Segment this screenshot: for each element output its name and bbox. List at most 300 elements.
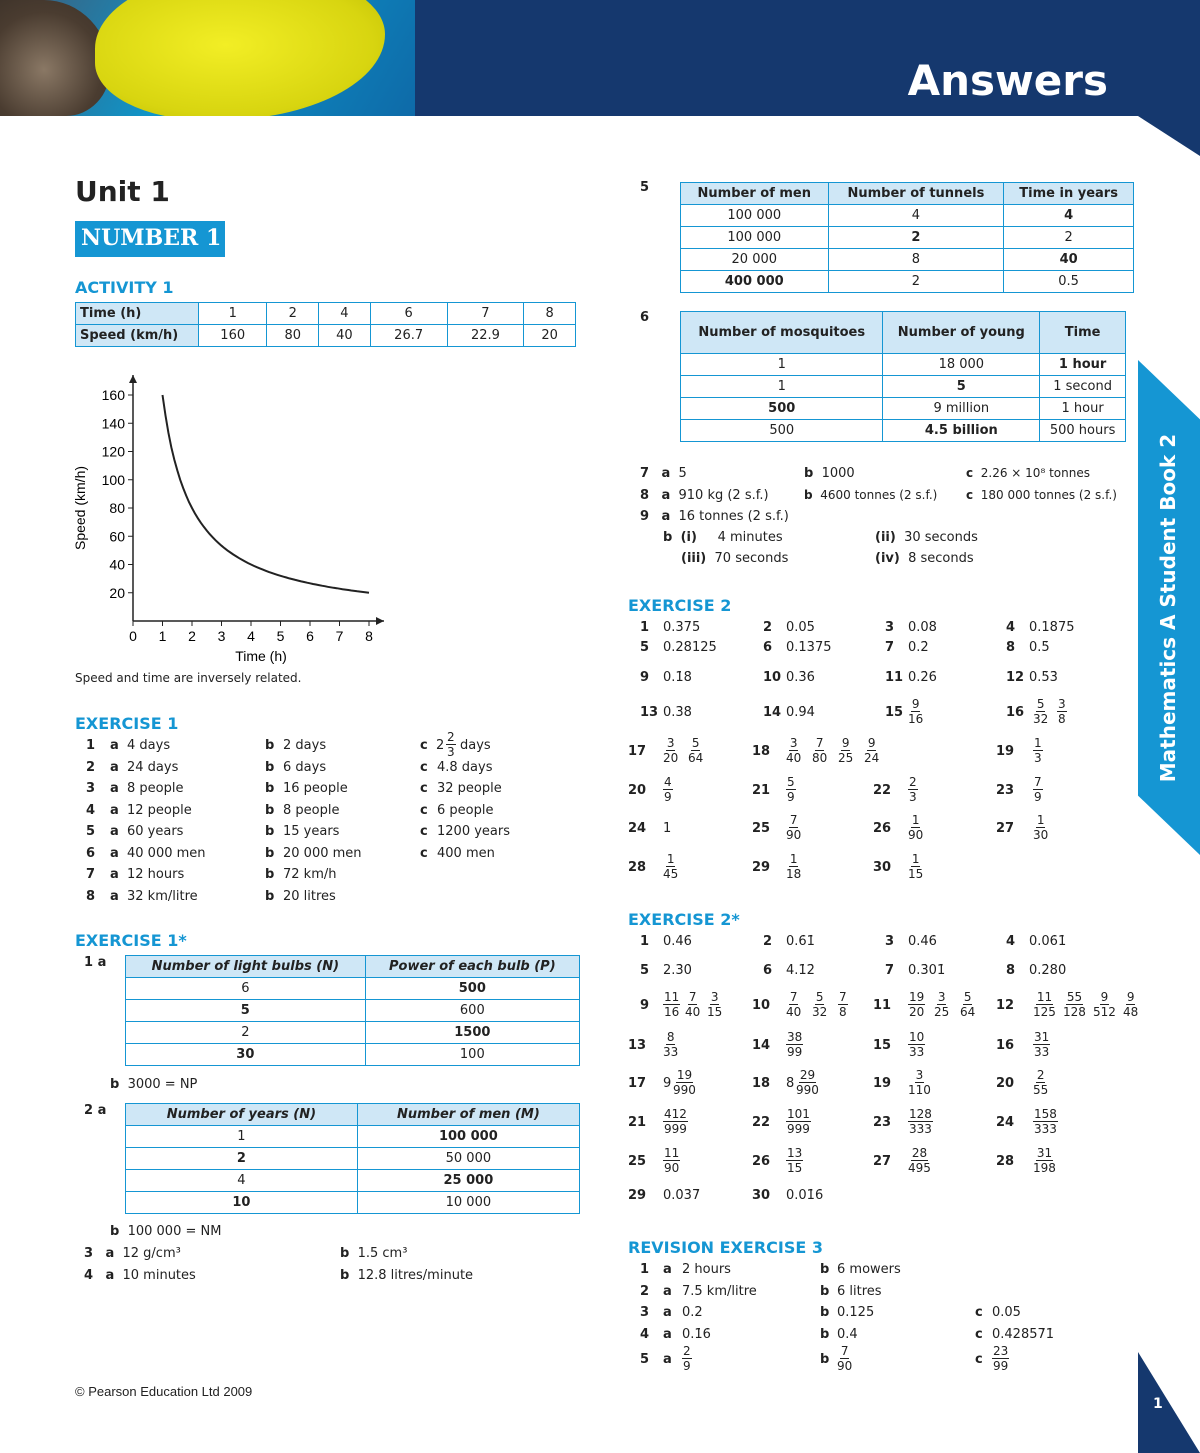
heading-exercise1: EXERCISE 1 [75,714,179,733]
table-cell: 6 [126,978,366,1000]
table-row [126,1192,580,1214]
ex1-q-num: 1 [86,738,96,753]
table-cell: 4 [319,303,371,325]
ex2-q18-frac-num: 3 [789,736,798,750]
q3b-answer: 1.5 cm³ [357,1246,408,1261]
ex2-q18-frac-den: 24 [864,751,880,765]
ex2-q16a-frac [1033,697,1048,726]
header-banner [0,0,1200,116]
ex2-q21-frac [786,775,796,804]
ex2s-q12-frac-den: 48 [1123,1005,1139,1019]
ex2-q29-frac [786,852,801,881]
ex2-q17b-frac-den: 64 [688,751,704,765]
ex2-q25-frac-num: 7 [789,813,798,827]
table-cell: 2 [126,1148,358,1170]
q7: 7 a 5 [640,466,687,481]
ex2s-q28-frac-num: 31 [1036,1146,1053,1160]
chart-ylabel: Speed (km/h) [72,465,88,551]
ex2s-answer: 0.4̇6̇ [663,934,692,949]
rev3-letter-a: a [663,1283,672,1299]
ex1-letter-c: c [420,759,428,775]
ex2s-q-num: 30 [752,1188,771,1203]
ex2s-q9-frac-den: 15 [707,1005,723,1019]
table-row [681,376,1126,398]
table-row [126,978,580,1000]
table-header: Number of light bulbs (N) [126,956,366,978]
ex2-answer: 0.05 [786,620,815,635]
ex2s-q-num: 28 [996,1154,1015,1169]
chart-y-tick-label: 100 [101,471,125,488]
table-cell: 5 [126,1000,366,1022]
ex2-answer: 0.5̇ [1029,640,1050,655]
ex2s-q27-frac-num: 28 [911,1146,928,1160]
ex2s-q-num: 21 [628,1115,647,1130]
ex2s-q-num: 2 [763,934,773,949]
q4a-answer: 10 minutes [122,1268,196,1283]
q9biii: (iii) 70 seconds [681,551,789,566]
ex2s-q-num: 9 [640,998,650,1013]
ex2s-q10-frac-num: 5 [815,990,824,1004]
q7b: b 1000 [804,466,855,481]
ex1-letter-a: a [110,845,119,861]
ex1-letter-a: a [110,867,119,882]
ex2-answer: 0.3̇8̇ [663,705,692,720]
ex2s-q-num: 8 [1006,963,1016,978]
ex2s-q15-frac-num: 10 [909,1030,925,1044]
chart-y-tick-label: 120 [101,443,125,460]
ex1-q-num: 7 [86,867,96,882]
ex2-q18-frac-num: 7 [815,736,824,750]
rev3-letter-c: c [975,1352,983,1367]
table-row [681,183,1134,205]
rev3-letter-b: b [820,1262,830,1277]
coral-rock [0,0,110,116]
ex2s-q-num: 14 [752,1038,771,1053]
q7b-answer: 1000 [821,466,855,481]
ex2s-q-num: 5 [640,963,650,978]
table-cell: 100 000 [681,205,829,227]
chart-series-line [163,395,370,593]
ex2-q22-frac [908,775,918,804]
chart-x-tick-label: 7 [335,628,344,644]
q3b: b 1.5 cm³ [340,1246,408,1261]
rev3-q-num: 1 [640,1262,650,1277]
ex1-a-answer: 4 days [127,738,171,753]
table-cell: 1500 [365,1022,579,1044]
table-cell: 10 [126,1192,358,1214]
ex2-q-num: 18 [752,744,771,759]
q4: 4 a 10 minutes [84,1268,196,1283]
ex2-q18-frac-den: 80 [812,751,828,765]
ex2s-q-num: 27 [873,1154,892,1169]
ex2s-q11-frac [934,990,949,1019]
q8: 8 a 910 kg (2 s.f.) [640,488,769,503]
table-cell: 1 hour [1040,354,1126,376]
chart-x-arrow [376,617,384,625]
ex1-letter-c: c [420,781,428,796]
ex2s-q-num: 19 [873,1076,892,1091]
q2b: b 100 000 = NM [110,1224,222,1239]
q9bii-answer: 30 seconds [904,530,978,545]
ex2s-q-num: 29 [628,1188,647,1203]
table-cell: 500 hours [1040,420,1126,442]
ex2s-answer: 0.4̇6̇ [908,934,937,949]
ex2-q19-frac-den: 3 [1034,751,1042,765]
chart-y-tick-label: 40 [109,556,125,573]
q5-num: 5 [640,180,650,195]
table-row [681,398,1126,420]
ex2s-q9-frac-den: 40 [685,1005,701,1019]
ex2-q17b-frac-num: 5 [691,736,700,750]
rev3-letter-a: a [663,1326,672,1342]
rev3-q5c-frac-den: 99 [993,1359,1009,1373]
chart-y-tick-label: 60 [109,528,125,545]
chart-y-tick-label: 160 [101,387,125,403]
table-cell: 500 [681,420,883,442]
rev3-q5b-frac [837,1344,852,1373]
page-number-tab [1138,1352,1200,1453]
ex2s-q28-frac [1033,1146,1056,1175]
ex1-letter-c: c [420,738,428,753]
rev3-c-answer: 0.4̇2857̇1̇ [992,1326,1055,1342]
q7c-answer: 2.26 × 10⁸ tonnes [980,466,1090,480]
ex2s-q11-frac-num: 5 [963,990,972,1004]
ex2-q15-frac [908,697,923,726]
ex2s-q-num: 11 [873,998,892,1013]
ex2s-q30-answer: 0.01̇6̇ [786,1188,824,1203]
ex1-a-answer: 60 years [127,824,184,839]
ex2-q-num: 9 [640,670,650,685]
ex2s-q21-frac-den: 999 [664,1122,687,1136]
q3-num: 3 [84,1246,94,1261]
ex2-q18-frac [786,736,801,765]
ex2s-answer: 0.06̇1̇ [1029,934,1067,949]
table-cell: 20 [524,325,576,347]
ex2s-answer: 2.3̇0̇ [663,963,692,978]
q9biv: (iv) 8 seconds [875,551,974,566]
ex2-q-num: 15 [885,705,904,720]
table-cell: 100 [365,1044,579,1066]
rev3-letter-a: a [663,1352,672,1367]
mosquitoes-table [680,311,1126,442]
ex2s-q-num: 7 [885,963,895,978]
ex2-q19-frac [1033,736,1043,765]
table-cell: 2 [828,271,1004,293]
q9a: 16 tonnes (2 s.f.) [678,509,789,524]
rev3-b-answer: 0.125 [837,1305,875,1320]
table-cell: 22.9 [447,325,524,347]
ex1-b-answer: 2 days [283,738,327,753]
table-header: Number of years (N) [126,1104,358,1126]
ex1-c1-frac [446,730,456,759]
ex2-q16b-frac [1057,697,1067,726]
table-cell: 1 [126,1126,358,1148]
q7a: 5 [678,466,687,481]
table-cell: 4 [126,1170,358,1192]
table-row [681,420,1126,442]
ex2s-q25-frac-den: 90 [664,1161,680,1175]
table-cell: 500 [681,398,883,420]
ex2s-q9-frac-num: 11 [664,990,680,1004]
rev3-q5b-frac-den: 90 [837,1359,853,1373]
table-cell: 400 000 [681,271,829,293]
ex2s-q-num: 16 [996,1038,1015,1053]
ex2s-q-num: 17 [628,1076,647,1091]
ex1-c-answer: 6 people [437,802,494,818]
ex2-q22-frac-num: 2 [909,775,917,789]
rev3-a-answer: 7.5 km/litre [682,1283,757,1299]
q8b: b 4600 tonnes (2 s.f.) [804,488,938,502]
ex2s-q18-frac-den: 990 [796,1083,819,1097]
ex2s-q10-frac-den: 32 [812,1005,828,1019]
ex2-answer: 0.28125 [663,640,717,655]
ex1-c-answer: 400 men [437,845,495,861]
ex2s-q12-frac [1033,990,1056,1019]
ex2-q18-frac [864,736,879,765]
ex2s-q18-frac-num: 29 [799,1068,816,1082]
table-cell: 6 [370,303,447,325]
heading-exercise2-star: EXERCISE 2* [628,910,740,929]
rev3-letter-a: a [663,1262,672,1277]
ex2-q28-frac-den: 45 [663,867,679,881]
ex2-q-num: 28 [628,860,647,875]
ex2-q15-frac-den: 16 [908,712,924,726]
rev3-c-answer: 0.05 [992,1305,1021,1320]
ex1-b-answer: 6 days [283,759,327,775]
ex2s-q10-frac [812,990,827,1019]
ex2-q28-frac-num: 1 [666,852,675,866]
ex2-q-num: 23 [996,783,1015,798]
ex2-answer: 0.08 [908,620,937,635]
ex2-q-num: 30 [873,860,892,875]
table-header: Time [1040,312,1126,354]
ex1-c-answer: 32 people [437,781,502,796]
ex2s-q-num: 23 [873,1115,892,1130]
ex2s-q26-frac-den: 15 [787,1161,803,1175]
ex2s-q13-frac-num: 8 [666,1030,675,1044]
ex2s-q21-frac-num: 412 [664,1107,687,1121]
heading-exercise2: EXERCISE 2 [628,596,732,615]
table-row [126,1000,580,1022]
rev3-b-answer: 6 litres [837,1283,882,1299]
rev3-letter-a: a [663,1305,672,1320]
ex2s-q19-frac [908,1068,931,1097]
ex2s-q23-frac [908,1107,933,1136]
ex2s-q16-frac [1033,1030,1050,1059]
table-cell: 1 [681,376,883,398]
ex2s-q12-frac-den: 512 [1093,1005,1116,1019]
q1b: b 3000 = NP [110,1077,198,1092]
table-cell: 30 [126,1044,366,1066]
table-row [126,1104,580,1126]
q1a-label: 1 a [84,955,107,970]
table-header: Number of men (M) [357,1104,579,1126]
ex2s-q-num: 6 [763,963,773,978]
ex2-q-num: 22 [873,783,892,798]
ex2-q18-frac-den: 25 [838,751,854,765]
table-cell: 600 [365,1000,579,1022]
table-row [76,325,576,347]
q9biii-answer: 70 seconds [714,551,789,566]
ex2-q23-frac-den: 9 [1034,790,1042,804]
q4b-answer: 12.8 litres/minute [357,1268,474,1283]
ex2s-answer: 0.2̇80̇ [1029,963,1067,978]
q8a: 910 kg (2 s.f.) [678,488,769,503]
table-cell: 40 [319,325,371,347]
ex2-q27-frac-den: 30 [1033,828,1049,842]
ex2-q-num: 17 [628,744,647,759]
ex2-q-num: 25 [752,821,771,836]
table-cell: 25 000 [357,1170,579,1192]
table-cell: 2 [126,1022,366,1044]
ex2s-q-num: 4 [1006,934,1016,949]
q4b: b 12.8 litres/minute [340,1268,474,1283]
ex2s-q17-frac [673,1068,696,1097]
ex1-c-answer: 4.8 days [437,759,493,775]
ex2-q16a-frac-den: 32 [1033,712,1049,726]
ex1-q-num: 2 [86,759,96,775]
ex2-q-num: 1 [640,620,650,635]
ex2-q18-frac-num: 9 [867,736,876,750]
rev3-q5a-frac-num: 2 [683,1344,691,1358]
ex2s-q20-frac [1033,1068,1048,1097]
rev3-q-num: 4 [640,1326,650,1342]
ex2s-q-num: 22 [752,1115,771,1130]
ex1-c-answer: 1200 years [437,824,510,839]
ex2s-q11-frac [960,990,975,1019]
ex1-letter-a: a [110,781,119,796]
ex1-c1-whole: 2 [436,738,445,753]
ex2-q18-frac-num: 9 [841,736,850,750]
ex2s-q12-frac-num: 9 [1126,990,1135,1004]
rev3-letter-c: c [975,1326,983,1342]
ex2s-q-num: 24 [996,1115,1015,1130]
chart-y-tick-label: 20 [109,584,125,601]
fish-photo [0,0,415,116]
ex2-q24-answer: 1 [663,821,672,836]
table-cell: 1 [681,354,883,376]
table-cell: 2 [267,303,319,325]
ex2s-q9-frac [663,990,680,1019]
rev3-q5a-frac-den: 9 [683,1359,691,1373]
q9bii: (ii) 30 seconds [875,530,978,545]
ex2-q15-frac-num: 9 [911,697,920,711]
table-cell: 40 [1004,249,1134,271]
chart-y-tick-label: 140 [101,415,125,432]
ex2s-q-num: 15 [873,1038,892,1053]
ex2-q17a-frac [663,736,678,765]
table-cell: 1 [199,303,267,325]
ex2s-q-num: 10 [752,998,771,1013]
copyright: © Pearson Education Ltd 2009 [75,1384,253,1399]
ex2s-q12-frac-num: 9 [1100,990,1109,1004]
rev3-q5c-frac-num: 23 [993,1344,1009,1358]
ex1-letter-b: b [265,781,275,796]
ex2s-q15-frac [908,1030,925,1059]
ex2s-q-num: 3 [885,934,895,949]
ex1-c1-frac-den: 3 [447,745,455,759]
page-title: Answers [907,56,1108,105]
ex2-q-num: 3 [885,620,895,635]
rev3-q5b-frac-num: 7 [840,1344,849,1358]
ex2s-q12-frac-den: 125 [1033,1005,1056,1019]
ex2s-q18-frac [796,1068,819,1097]
corner-tab [1138,116,1200,156]
ex2-q20-frac-num: 4 [664,775,672,789]
q6-num: 6 [640,310,650,325]
ex2s-q-num: 1 [640,934,650,949]
ex1-letter-c: c [420,802,428,818]
table-cell: 100 000 [681,227,829,249]
ex1-letter-b: b [265,824,275,839]
page-number: 1 [1153,1396,1163,1412]
ex2s-q11-frac-num: 3 [937,990,946,1004]
ex2s-q13-frac [663,1030,678,1059]
ex1-letter-a: a [110,824,119,839]
ex2-q-num: 11 [885,670,904,685]
ex1-a-answer: 40 000 men [127,845,206,861]
ex2s-q9-frac [685,990,700,1019]
table-row [76,303,576,325]
ex2s-q12-frac [1093,990,1116,1019]
table-cell: Speed (km/h) [76,325,199,347]
q1b-answer: 3000 = NP [127,1077,198,1092]
ex2-q-num: 12 [1006,670,1025,685]
table-row [681,227,1134,249]
ex1-b-answer: 15 years [283,824,340,839]
ex2-q17a-frac-den: 20 [663,751,679,765]
q9bi-answer: 4 minutes [717,530,783,545]
chart-x-tick-label: 8 [365,628,373,644]
table-cell: 8 [828,249,1004,271]
rev3-q5c-frac [992,1344,1009,1373]
table-header: Number of men [681,183,829,205]
ex1-letter-b: b [265,845,275,861]
q3a-answer: 12 g/cm³ [122,1246,181,1261]
ex1-b-answer: 20 000 men [283,845,362,861]
ex2-answer: 0.3̇6̇ [786,670,815,685]
ex2-q20-frac-den: 9 [664,790,672,804]
ex2s-q9-frac-den: 16 [664,1005,680,1019]
table-row [681,271,1134,293]
ex2s-q22-frac-den: 999 [787,1122,810,1136]
ex1-b-answer: 20 litres [283,888,336,904]
ex2-q-num: 6 [763,640,773,655]
section-title: NUMBER 1 [75,221,225,257]
ex2s-q13-frac-den: 33 [663,1045,679,1059]
ex1-letter-c: c [420,845,428,861]
ex2-q-num: 27 [996,821,1015,836]
ex2s-q22-frac [786,1107,811,1136]
ex2s-q20-frac-den: 55 [1033,1083,1049,1097]
chart-x-tick-label: 1 [158,628,167,644]
ex2-answer: 0.5̇3̇ [1029,670,1058,685]
table-row [681,354,1126,376]
ex2-q19-frac-num: 1 [1034,736,1042,750]
ex2s-q18-whole: 8 [786,1076,795,1091]
ex2-q20-frac [663,775,673,804]
ex1-letter-a: a [110,888,119,904]
ex2s-q10-frac-num: 7 [839,990,847,1004]
light-bulbs-table [125,955,580,1066]
ex2-q17b-frac [688,736,703,765]
ex2-q-num: 10 [763,670,782,685]
ex2-q16b-frac-den: 8 [1058,712,1066,726]
ex2-q16b-frac-num: 3 [1058,697,1066,711]
table-cell: Time (h) [76,303,199,325]
ex2s-q-num: 26 [752,1154,771,1169]
rev3-q-num: 3 [640,1305,650,1320]
